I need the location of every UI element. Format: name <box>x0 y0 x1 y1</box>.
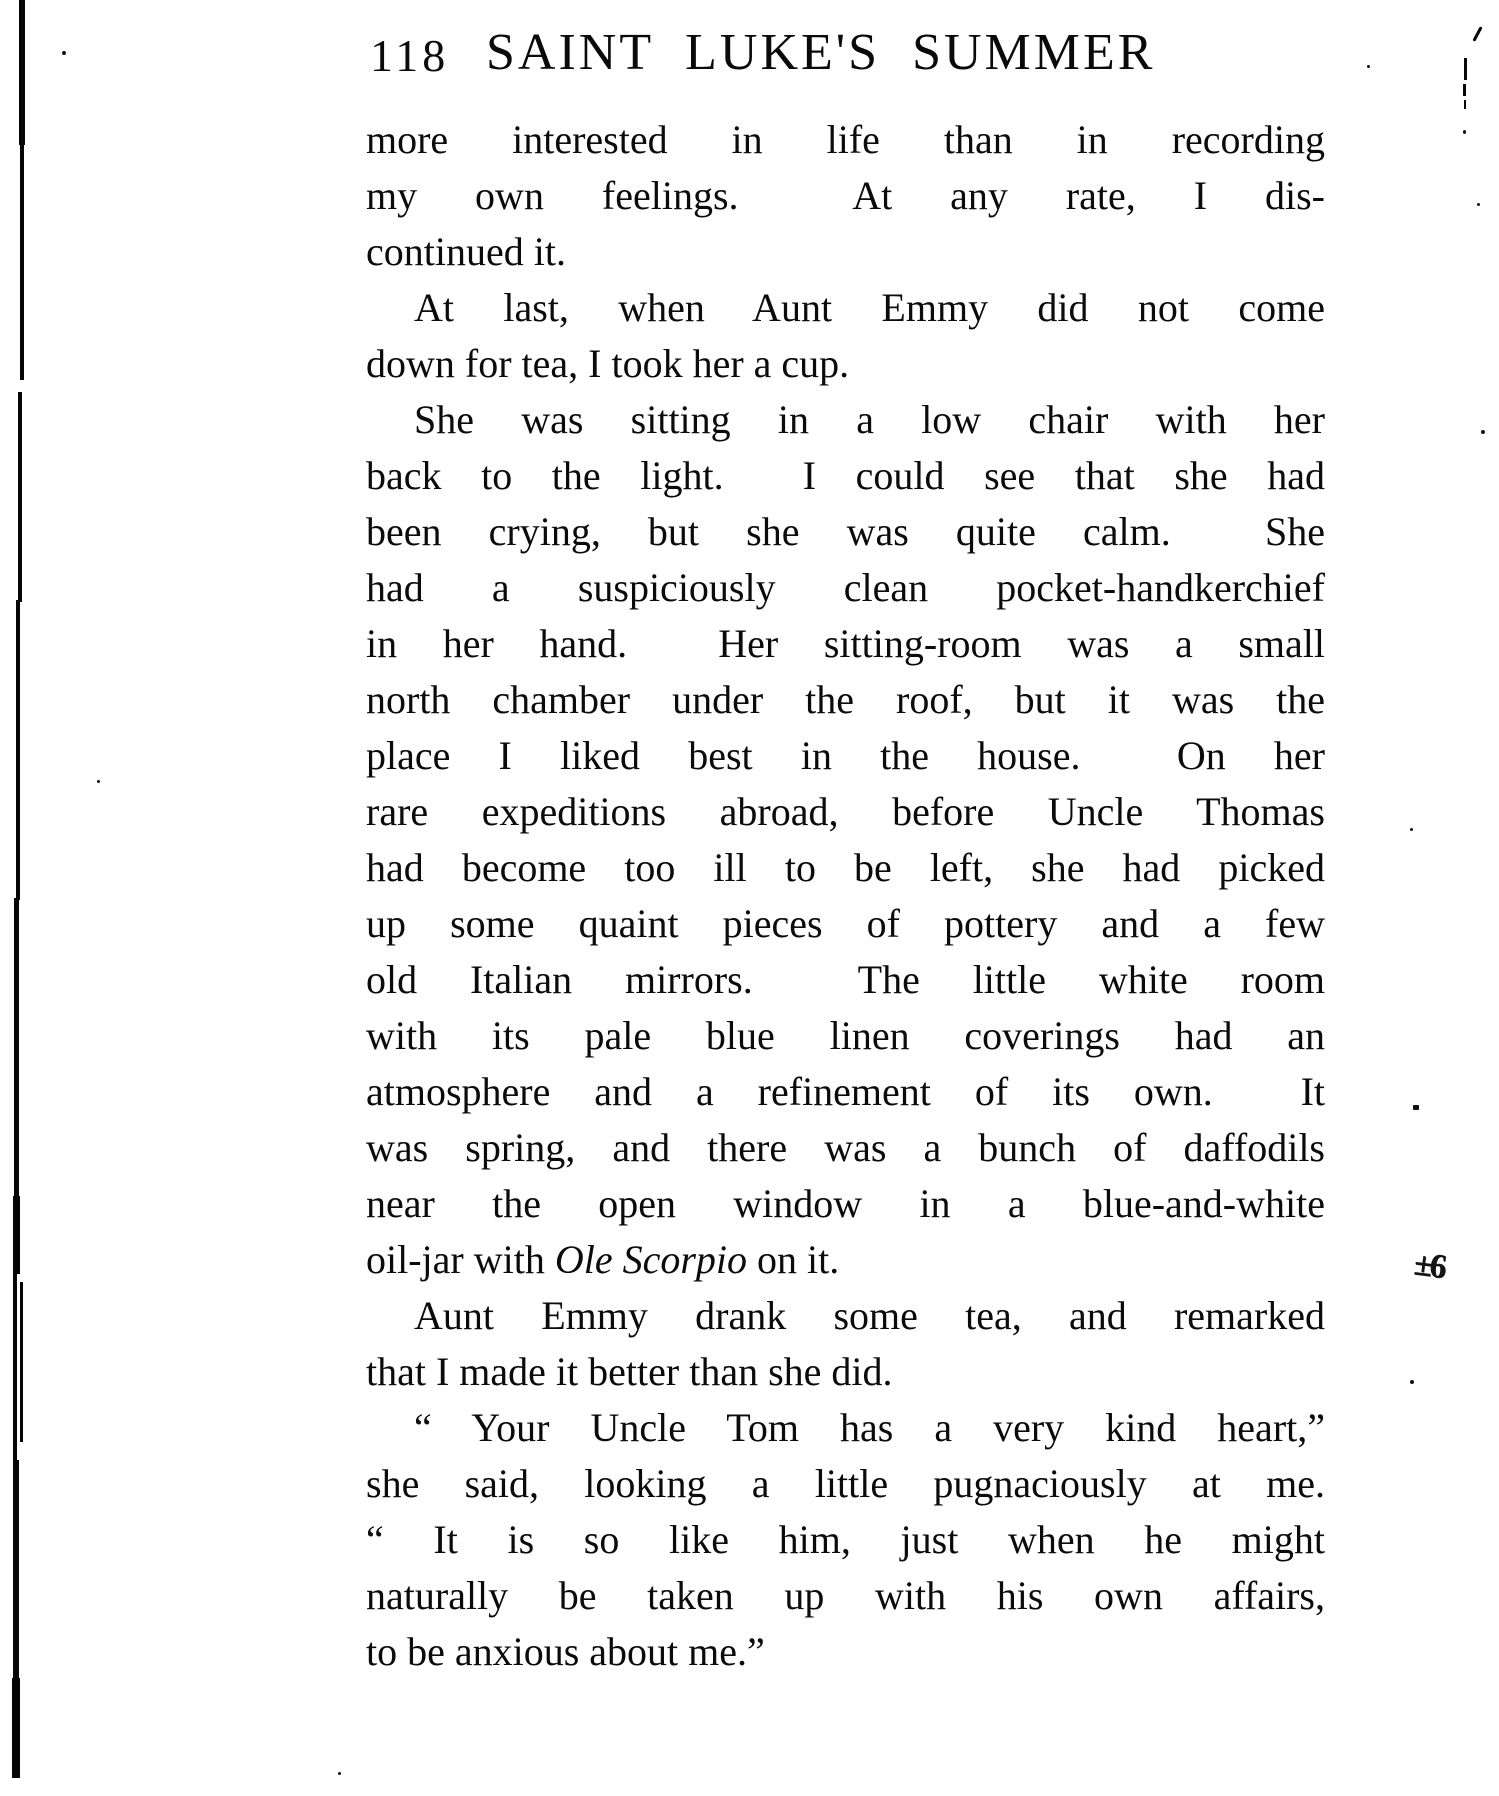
text-segment: in her hand. Her sitting-room was a small <box>366 621 1325 666</box>
text-line <box>366 336 1325 392</box>
text-segment: north chamber under the roof, but it was the <box>366 677 1325 722</box>
scan-line-artifact <box>13 1272 17 1462</box>
text-line <box>366 1008 1325 1064</box>
text-segment: Aunt Emmy drank some tea, and remarked <box>414 1293 1325 1338</box>
text-segment: At last, when Aunt Emmy did not come <box>414 285 1325 330</box>
text-line <box>366 504 1325 560</box>
text-line <box>366 1344 1325 1400</box>
ink-speck <box>1410 1380 1414 1384</box>
ink-speck <box>338 1772 341 1775</box>
scan-line-artifact <box>14 898 19 1198</box>
page-number: 118 <box>370 30 450 81</box>
text-segment: old Italian mirrors. The little white room <box>366 957 1325 1002</box>
text-segment: She was sitting in a low chair with her <box>414 397 1325 442</box>
scan-line-artifact <box>19 0 25 145</box>
text-segment: she said, looking a little pugnaciously at me. <box>366 1461 1325 1506</box>
text-segment: place I liked best in the house. On her <box>366 733 1325 778</box>
text-line <box>366 168 1325 224</box>
scan-line-artifact <box>12 1678 20 1778</box>
ink-speck <box>1477 203 1480 206</box>
scan-line-artifact <box>16 600 20 900</box>
text-segment: more interested in life than in recording <box>366 117 1325 162</box>
text-line <box>366 1064 1325 1120</box>
text-segment: rare expeditions abroad, before Uncle Thomas <box>366 789 1325 834</box>
scan-line-artifact <box>18 392 22 602</box>
margin-ink-mark: ±6 <box>1411 1245 1446 1286</box>
text-line <box>366 448 1325 504</box>
page-header <box>366 24 1325 88</box>
text-segment: “ It is so like him, just when he might <box>366 1517 1325 1562</box>
ink-dash-artifact <box>1464 58 1467 80</box>
text-line <box>366 616 1325 672</box>
text-segment: that I made it better than she did. <box>366 1349 893 1394</box>
text-line <box>366 728 1325 784</box>
scan-line-artifact <box>20 145 24 380</box>
text-segment: naturally be taken up with his own affairs, <box>366 1573 1325 1618</box>
text-line <box>366 112 1325 168</box>
ink-speck <box>1367 65 1370 68</box>
italic-phrase: Ole Scorpio <box>554 1237 748 1282</box>
text-segment: oil-jar with <box>366 1237 555 1282</box>
text-segment: been crying, but she was quite calm. She <box>366 509 1325 554</box>
ink-speck <box>1463 130 1466 134</box>
text-segment: to be anxious about me.” <box>366 1629 765 1674</box>
ink-tick-artifact <box>1472 26 1482 42</box>
ink-speck <box>1413 1105 1419 1110</box>
text-line <box>366 560 1325 616</box>
ink-speck <box>1481 430 1485 434</box>
text-line <box>366 784 1325 840</box>
text-line <box>366 840 1325 896</box>
text-line <box>366 1120 1325 1176</box>
scan-line-artifact <box>13 1460 19 1680</box>
text-line <box>366 1512 1325 1568</box>
text-segment: “ Your Uncle Tom has a very kind heart,” <box>414 1405 1325 1450</box>
ink-speck <box>62 51 66 55</box>
text-line <box>366 672 1325 728</box>
running-title: SAINT LUKE'S SUMMER <box>486 24 1156 81</box>
ink-dash-artifact <box>1463 84 1466 96</box>
text-segment: up some quaint pieces of pottery and a few <box>366 901 1325 946</box>
text-segment: was spring, and there was a bunch of daffodils <box>366 1125 1325 1170</box>
text-line <box>366 1232 1325 1288</box>
text-segment: near the open window in a blue-and-white <box>366 1181 1325 1226</box>
text-segment: had become too ill to be left, she had picked <box>366 845 1325 890</box>
text-segment: down for tea, I took her a cup. <box>366 341 850 386</box>
text-segment: atmosphere and a refinement of its own. It <box>366 1069 1325 1114</box>
text-line <box>366 392 1325 448</box>
scan-line-artifact <box>13 1196 20 1274</box>
text-line <box>366 952 1325 1008</box>
text-line <box>366 280 1325 336</box>
text-segment: had a suspiciously clean pocket-handkerchief <box>366 565 1325 610</box>
text-segment: on it. <box>747 1237 840 1282</box>
text-line <box>366 1176 1325 1232</box>
text-line <box>366 224 1325 280</box>
ink-speck <box>1410 828 1413 831</box>
text-segment: my own feelings. At any rate, I dis- <box>366 173 1325 218</box>
ink-speck <box>97 780 100 783</box>
text-line <box>366 1568 1325 1624</box>
text-line <box>366 896 1325 952</box>
text-line <box>366 1400 1325 1456</box>
ink-dash-artifact <box>1464 100 1466 109</box>
scan-line-artifact <box>20 1282 23 1442</box>
text-line <box>366 1456 1325 1512</box>
body-text <box>366 112 1325 1680</box>
text-segment: with its pale blue linen coverings had an <box>366 1013 1325 1058</box>
text-segment: back to the light. I could see that she had <box>366 453 1325 498</box>
text-segment: continued it. <box>366 229 566 274</box>
text-line <box>366 1288 1325 1344</box>
text-line <box>366 1624 1325 1680</box>
